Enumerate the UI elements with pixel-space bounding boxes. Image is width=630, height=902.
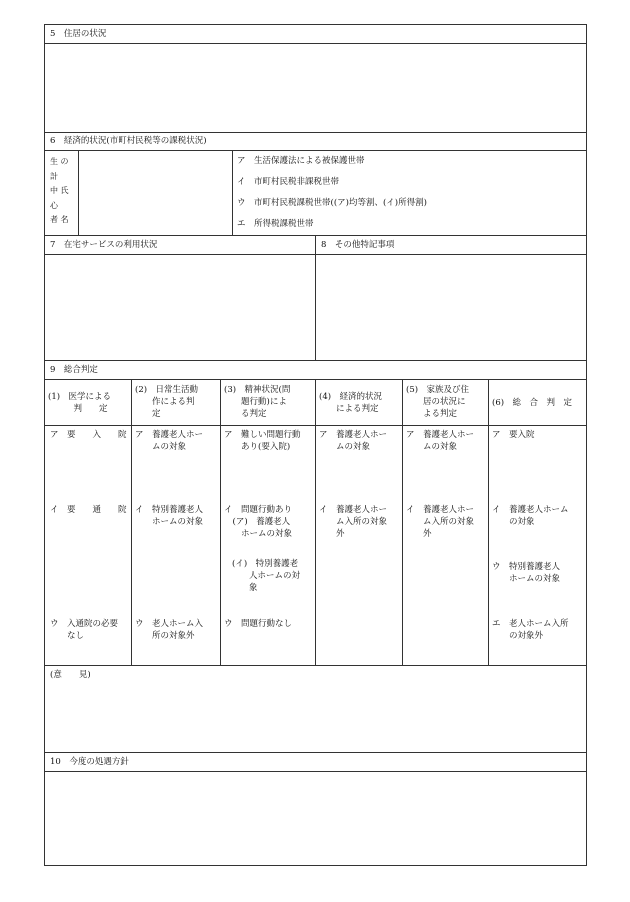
judgement-header-economic: (4) 経済的状況 による判定 — [319, 392, 383, 414]
overall-option-i[interactable]: イ 養護老人ホーム の対象 — [492, 505, 569, 527]
mental-option-u[interactable]: ウ 問題行動なし — [224, 619, 293, 629]
livelihood-earner-label: 生 の 計 中 氏 心 者 名 — [50, 157, 69, 224]
rule — [45, 132, 586, 133]
rule — [488, 379, 489, 665]
section-5-title: 5 住居の状況 — [50, 29, 107, 39]
section-6-title: 6 経済的状況(市町村民税等の課税状況) — [50, 136, 207, 146]
family-housing-option-i[interactable]: イ 養護老人ホー ム入所の対象 外 — [406, 505, 475, 539]
economic-option-i[interactable]: イ 市町村民税非課税世帯 — [237, 177, 340, 187]
daily-living-option-i[interactable]: イ 特別養護老人 ホームの対象 — [135, 505, 204, 527]
medical-option-u[interactable]: ウ 入通院の必要 なし — [50, 619, 119, 641]
treatment-policy-field[interactable] — [45, 772, 586, 865]
overall-option-e[interactable]: エ 老人ホーム入所 の対象外 — [492, 619, 569, 641]
other-notes-field[interactable] — [316, 255, 586, 360]
mental-option-i[interactable]: イ 問題行動あり (ア) 養護老人 ホームの対象 — [224, 505, 293, 539]
overall-option-a[interactable]: ア 要入院 — [492, 430, 535, 440]
rule — [45, 665, 586, 666]
rule — [45, 752, 586, 753]
family-housing-option-a[interactable]: ア 養護老人ホー ムの対象 — [406, 430, 475, 452]
opinion-label: (意 見) — [50, 670, 91, 680]
economic-judgement-option-i[interactable]: イ 養護老人ホー ム入所の対象 外 — [319, 505, 388, 539]
judgement-header-overall: (6) 総 合 判 定 — [492, 398, 573, 408]
judgement-header-daily-living: (2) 日常生活動 作による判 定 — [135, 385, 199, 419]
economic-option-e[interactable]: エ 所得税課税世帯 — [237, 219, 314, 229]
medical-option-a[interactable]: ア 要 入 院 — [50, 430, 127, 440]
opinion-field[interactable] — [45, 683, 586, 752]
economic-option-a[interactable]: ア 生活保護法による被保護世帯 — [237, 156, 365, 166]
livelihood-earner-name-field[interactable] — [79, 151, 232, 235]
rule — [45, 360, 586, 361]
rule — [220, 379, 221, 665]
economic-option-u[interactable]: ウ 市町村民税課税世帯((ア)均等割、(イ)所得割) — [237, 198, 427, 208]
judgement-header-family-housing: (5) 家族及び住 居の状況に よる判定 — [406, 385, 470, 419]
rule — [402, 379, 403, 665]
mental-option-a[interactable]: ア 難しい問題行動 あり(要入院) — [224, 430, 301, 452]
housing-field[interactable] — [45, 44, 586, 132]
judgement-header-medical: (1) 医学による 判 定 — [48, 392, 112, 414]
assessment-form — [44, 24, 587, 866]
overall-option-u[interactable]: ウ 特別養護老人 ホームの対象 — [492, 562, 561, 584]
mental-option-i-sub[interactable]: (イ) 特別養護老 人ホームの対 象 — [232, 559, 301, 593]
section-10-title: 10 今度の処遇方針 — [50, 757, 129, 767]
daily-living-option-u[interactable]: ウ 老人ホーム入 所の対象外 — [135, 619, 204, 641]
rule — [131, 379, 132, 665]
daily-living-option-a[interactable]: ア 養護老人ホー ムの対象 — [135, 430, 204, 452]
section-9-title: 9 総合判定 — [50, 365, 98, 375]
rule — [232, 150, 233, 235]
rule — [315, 379, 316, 665]
medical-option-i[interactable]: イ 要 通 院 — [50, 505, 127, 515]
home-service-usage-field[interactable] — [45, 255, 315, 360]
judgement-header-mental: (3) 精神状況(問 題行動)によ る判定 — [224, 385, 291, 419]
section-8-title: 8 その他特記事項 — [321, 240, 395, 250]
section-7-title: 7 在宅サービスの利用状況 — [50, 240, 158, 250]
economic-judgement-option-a[interactable]: ア 養護老人ホー ムの対象 — [319, 430, 388, 452]
